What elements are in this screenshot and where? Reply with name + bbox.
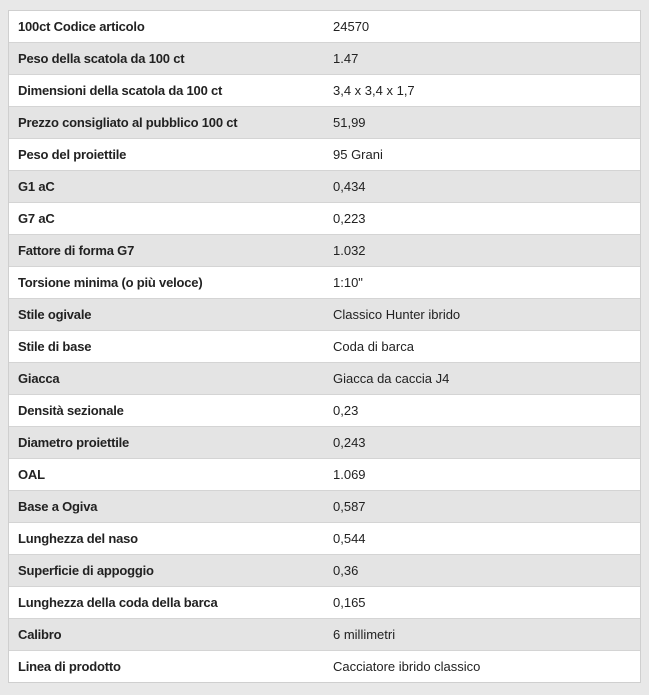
spec-label: 100ct Codice articolo [9,11,324,43]
spec-value: 0,544 [324,523,640,555]
spec-label: OAL [9,459,324,491]
spec-label: Stile ogivale [9,299,324,331]
spec-label: Peso della scatola da 100 ct [9,43,324,75]
table-row [9,75,640,107]
table-row [9,587,640,619]
spec-value: 6 millimetri [324,619,640,651]
table-row [9,299,640,331]
spec-value: 0,223 [324,203,640,235]
spec-value: 51,99 [324,107,640,139]
table-row [9,331,640,363]
spec-label: Dimensioni della scatola da 100 ct [9,75,324,107]
spec-value: 0,587 [324,491,640,523]
spec-label: Densità sezionale [9,395,324,427]
spec-value: 0,23 [324,395,640,427]
spec-label: Lunghezza della coda della barca [9,587,324,619]
table-row [9,555,640,587]
spec-value: 95 Grani [324,139,640,171]
table-row [9,11,640,43]
spec-value: Giacca da caccia J4 [324,363,640,395]
spec-label: G1 aC [9,171,324,203]
spec-value: Coda di barca [324,331,640,363]
spec-value: 1:10" [324,267,640,299]
spec-label: Lunghezza del naso [9,523,324,555]
spec-label: Diametro proiettile [9,427,324,459]
table-row [9,651,640,683]
table-row [9,107,640,139]
spec-label: Base a Ogiva [9,491,324,523]
spec-value: 1.032 [324,235,640,267]
spec-table-container [8,10,641,683]
spec-label: Linea di prodotto [9,651,324,683]
table-row [9,363,640,395]
table-row [9,427,640,459]
spec-label: Peso del proiettile [9,139,324,171]
spec-value: 0,36 [324,555,640,587]
table-row [9,235,640,267]
table-row [9,523,640,555]
spec-value: 1.069 [324,459,640,491]
table-row [9,267,640,299]
table-row [9,171,640,203]
spec-label: Torsione minima (o più veloce) [9,267,324,299]
table-row [9,395,640,427]
table-row [9,203,640,235]
spec-value: 0,243 [324,427,640,459]
table-row [9,459,640,491]
table-row [9,43,640,75]
spec-label: Prezzo consigliato al pubblico 100 ct [9,107,324,139]
spec-value: Classico Hunter ibrido [324,299,640,331]
spec-label: Stile di base [9,331,324,363]
spec-label: Fattore di forma G7 [9,235,324,267]
spec-value: 0,434 [324,171,640,203]
spec-value: 0,165 [324,587,640,619]
table-row [9,491,640,523]
spec-label: Calibro [9,619,324,651]
spec-label: G7 aC [9,203,324,235]
spec-value: 3,4 x 3,4 x 1,7 [324,75,640,107]
spec-value: Cacciatore ibrido classico [324,651,640,683]
spec-label: Giacca [9,363,324,395]
spec-label: Superficie di appoggio [9,555,324,587]
spec-value: 1.47 [324,43,640,75]
table-row [9,139,640,171]
table-row [9,619,640,651]
specifications-table [9,11,640,682]
spec-value: 24570 [324,11,640,43]
